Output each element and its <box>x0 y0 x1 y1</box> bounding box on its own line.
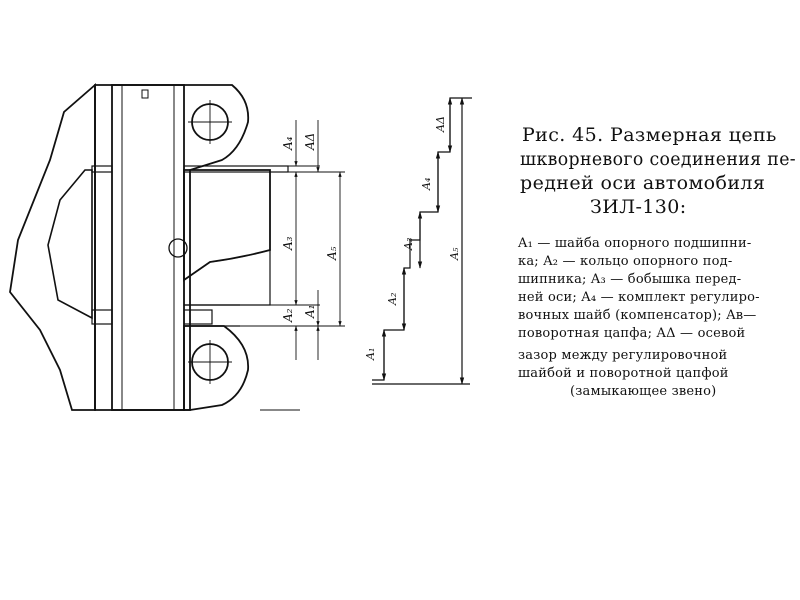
label-a3: A₃ <box>281 236 295 250</box>
caption-title-line: редней оси автомобиля <box>520 172 766 194</box>
caption-body-line: вочных шайб (компенсатор); Aв— <box>518 308 757 323</box>
chain-label-a4: A₄ <box>420 177 433 190</box>
chain-label-a5: A₅ <box>448 247 461 260</box>
axle-boss <box>169 170 270 305</box>
label-a2: A₂ <box>281 308 295 322</box>
chain-label-a2: A₂ <box>386 292 399 305</box>
caption-body-line: (замыкающее звено) <box>570 384 717 399</box>
caption-body-line: ней оси; A₄ — комплект регулиро- <box>518 290 760 305</box>
caption-body-line: поворотная цапфа; AΔ — осевой <box>518 326 746 341</box>
label-a1: A₁ <box>303 304 317 318</box>
king-pin <box>112 85 184 410</box>
dimension-chain-diagram <box>372 98 472 384</box>
axle-section <box>10 85 248 410</box>
bolt-hole-bottom <box>188 340 232 384</box>
caption-body-line: ка; A₂ — кольцо опорного под- <box>518 254 733 269</box>
caption-body-line: шипника; A₃ — бобышка перед- <box>518 272 742 287</box>
caption-body-line: A₁ — шайба опорного подшипни- <box>518 236 752 251</box>
caption-body-line: зазор между регулировочной <box>518 348 728 363</box>
label-a4: A₄ <box>281 136 295 150</box>
dimension-column-a4-ad <box>296 120 340 360</box>
label-a5: A₅ <box>325 246 339 260</box>
chain-label-a1: A₁ <box>364 347 377 360</box>
caption-title-line: ЗИЛ-130: <box>590 196 687 218</box>
bolt-hole-top <box>188 100 232 144</box>
label-ad: AΔ <box>303 132 317 150</box>
extension-lines <box>240 166 345 410</box>
chain-label-a3: A₃ <box>402 237 415 250</box>
caption-title-line: шкворневого соединения пе- <box>520 148 797 170</box>
caption-body-line: шайбой и поворотной цапфой <box>518 366 729 381</box>
caption-title-line: Рис. 45. Размерная цепь <box>522 124 777 146</box>
chain-label-ad: AΔ <box>434 116 447 132</box>
